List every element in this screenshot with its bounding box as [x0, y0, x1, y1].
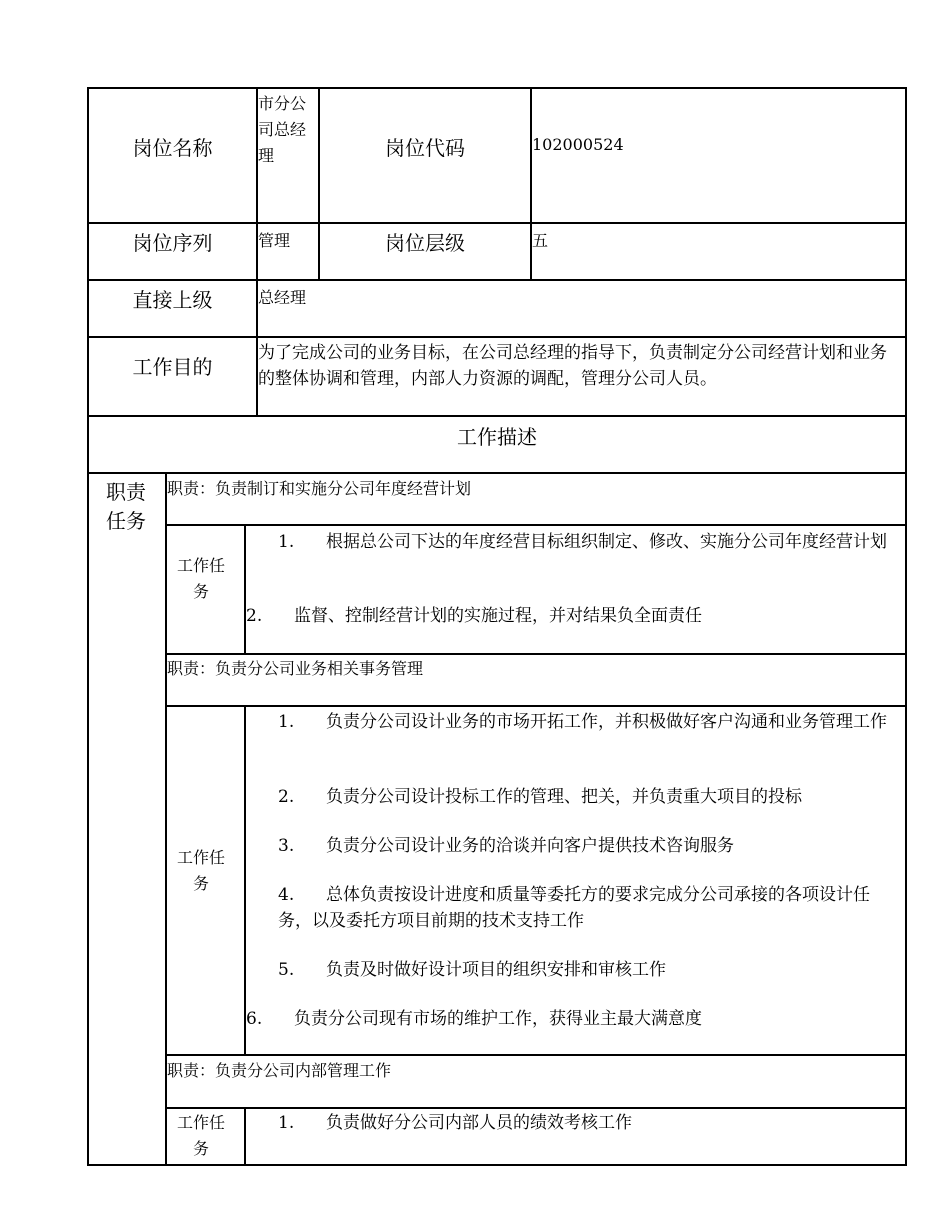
duty-2-task-3 [278, 833, 888, 859]
post-code-label: 岗位代码 [385, 136, 465, 160]
task-number: 1. [278, 1113, 295, 1133]
direct-superior-label: 直接上级 [132, 287, 213, 312]
duty-2-task-1 [278, 709, 888, 735]
duty-1-task-2 [246, 603, 886, 629]
task-text: 负责分公司设计业务的市场开拓工作，并积极做好客户沟通和业务管理工作 [326, 712, 887, 732]
post-series-label: 岗位序列 [132, 230, 213, 255]
task-text: 负责分公司设计业务的洽谈并向客户提供技术咨询服务 [326, 836, 734, 856]
post-name-label: 岗位名称 [132, 136, 213, 160]
task-number: 1. [278, 532, 295, 552]
duty-1-task-1 [278, 529, 888, 555]
work-purpose-label: 工作目的 [132, 354, 213, 379]
post-level-value: 五 [532, 231, 549, 250]
direct-superior-value: 总经理 [258, 288, 307, 307]
task-number: 3. [278, 836, 295, 856]
duty-2-task-label: 工作任务 [176, 848, 225, 893]
task-number: 5. [278, 960, 295, 980]
task-text: 负责分公司设计投标工作的管理、把关，并负责重大项目的投标 [326, 787, 802, 807]
task-text: 负责做好分公司内部人员的绩效考核工作 [326, 1113, 632, 1133]
task-number: 1. [278, 712, 295, 732]
task-text: 总体负责按设计进度和质量等委托方的要求完成分公司承接的各项设计任务，以及委托方项目前期的技术支持工作 [278, 885, 870, 931]
post-name-value: 市分公司总经理 [258, 94, 307, 165]
duty-1-task-label: 工作任务 [176, 556, 225, 601]
duty-3-task-label: 工作任务 [176, 1113, 225, 1158]
post-level-label: 岗位层级 [385, 230, 465, 255]
task-number: 2. [278, 787, 295, 807]
duty-1-title: 职责：负责制订和实施分公司年度经营计划 [167, 479, 472, 498]
work-purpose-value: 为了完成公司的业务目标，在公司总经理的指导下，负责制定分公司经营计划和业务的整体协调和管理，内部人力资源的调配，管理分公司人员。 [258, 343, 887, 389]
duty-2-task-5 [278, 957, 888, 983]
duty-3-title: 职责：负责分公司内部管理工作 [167, 1061, 392, 1080]
task-text: 监督、控制经营计划的实施过程，并对结果负全面责任 [294, 606, 702, 626]
task-text: 负责分公司现有市场的维护工作，获得业主最大满意度 [294, 1009, 702, 1029]
post-code-value: 102000524 [532, 135, 624, 154]
duty-3-task-1 [278, 1110, 888, 1136]
duty-2-title: 职责：负责分公司业务相关事务管理 [167, 659, 424, 678]
duty-2-task-4 [278, 882, 888, 934]
work-description-title: 工作描述 [457, 424, 537, 449]
task-text: 负责及时做好设计项目的组织安排和审核工作 [326, 960, 666, 980]
duty-2-task-6 [246, 1006, 886, 1032]
duties-tasks-label: 职责任务 [106, 480, 146, 533]
task-text: 根据总公司下达的年度经营目标组织制定、修改、实施分公司年度经营计划 [326, 532, 887, 552]
task-number: 4. [278, 885, 295, 905]
task-number: 2. [246, 606, 263, 626]
post-series-value: 管理 [258, 231, 291, 250]
duty-2-task-2 [278, 784, 888, 810]
task-number: 6. [246, 1009, 263, 1029]
